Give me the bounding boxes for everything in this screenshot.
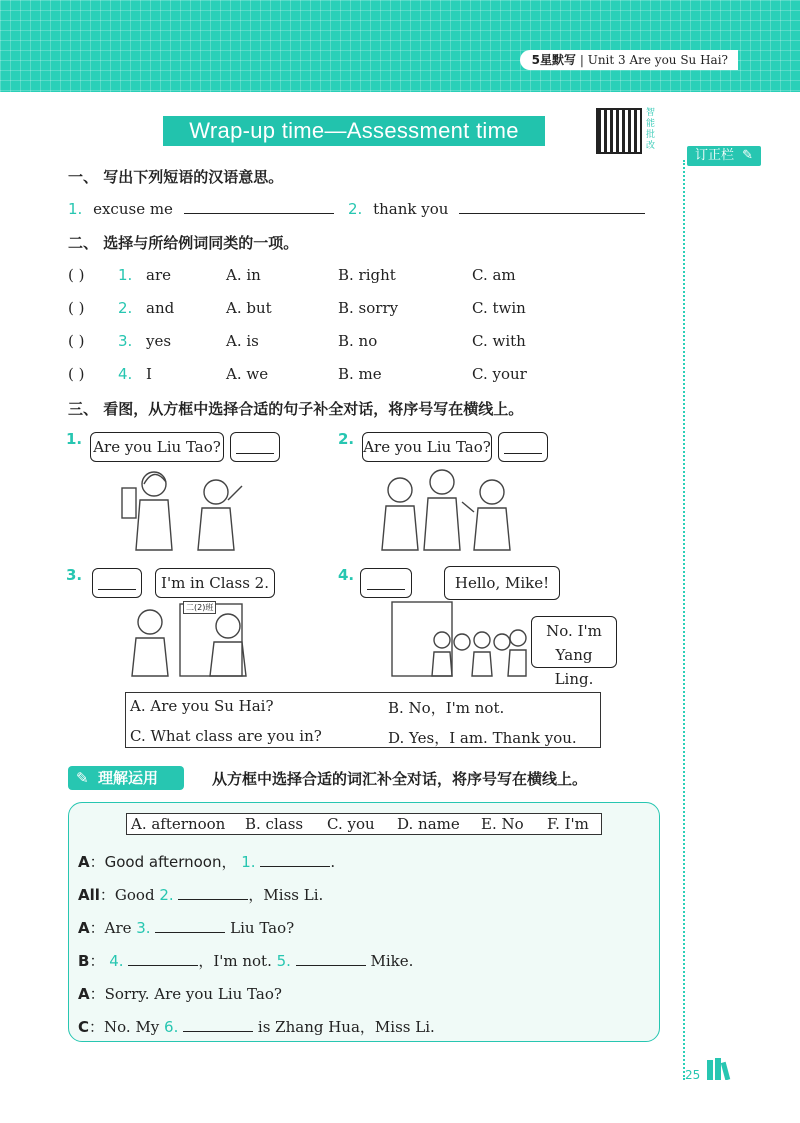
answer-blank[interactable] bbox=[184, 213, 334, 214]
answer-bubble-blank[interactable] bbox=[230, 432, 280, 462]
part4-heading: 从方框中选择合适的词汇补全对话，将序号写在横线上。 bbox=[212, 770, 588, 788]
word-option: C. you bbox=[327, 815, 375, 833]
section-tag-understand bbox=[68, 766, 184, 790]
answer-blank[interactable] bbox=[128, 965, 198, 966]
sentence-option-a: A. Are you Su Hai? bbox=[130, 697, 274, 715]
speaker: A bbox=[78, 919, 90, 937]
answer-blank[interactable] bbox=[296, 965, 366, 966]
word-option: B. class bbox=[245, 815, 304, 833]
dialogue-line-6 bbox=[78, 1016, 435, 1037]
word-option: D. name bbox=[397, 815, 460, 833]
sentence-option-b: B. No，I'm not. bbox=[388, 699, 505, 717]
line-text: ，I'm not. bbox=[198, 952, 272, 970]
part2-heading: 二、 选择与所给例词同类的一项。 bbox=[68, 234, 299, 252]
line-text: . bbox=[330, 853, 336, 871]
row-number: 1. bbox=[118, 266, 133, 284]
dialogue-line-5 bbox=[78, 983, 282, 1004]
line-text: ：Are bbox=[89, 919, 137, 937]
option-b: B. me bbox=[338, 365, 382, 383]
notebook-icon: ✎ bbox=[76, 769, 89, 787]
picture-number: 1. bbox=[66, 430, 83, 448]
answer-blank[interactable] bbox=[183, 1031, 253, 1032]
speaker: A bbox=[78, 853, 90, 871]
answer-blank[interactable] bbox=[260, 866, 330, 867]
picture-number: 2. bbox=[338, 430, 355, 448]
speech-bubble: Hello, Mike! bbox=[444, 566, 560, 600]
page-number: 25 bbox=[685, 1068, 701, 1082]
speech-bubble: Are you Liu Tao? bbox=[362, 432, 492, 462]
word-option: A. afternoon bbox=[131, 815, 226, 833]
item-number: 1. bbox=[68, 200, 83, 218]
speech-bubble: I'm in Class 2. bbox=[155, 568, 275, 598]
example-word: yes bbox=[146, 332, 172, 350]
sentence-option-c: C. What class are you in? bbox=[130, 727, 322, 745]
line-text: ：Good bbox=[99, 886, 160, 904]
item-text: excuse me bbox=[93, 200, 173, 218]
line-text: Liu Tao? bbox=[225, 919, 295, 937]
line-text: Mike. bbox=[365, 952, 414, 970]
line-text: ：Sorry. Are you Liu Tao? bbox=[89, 985, 282, 1003]
word-bank-box bbox=[126, 813, 602, 835]
example-word: I bbox=[146, 365, 152, 383]
word-option: E. No bbox=[481, 815, 524, 833]
row-number: 2. bbox=[118, 299, 133, 317]
option-a: A. but bbox=[226, 299, 272, 317]
item-text: thank you bbox=[373, 200, 449, 218]
speaker: A bbox=[78, 985, 90, 1003]
line-text: is Zhang Hua，Miss Li. bbox=[253, 1018, 435, 1036]
option-a: A. in bbox=[226, 266, 261, 284]
correction-label: 订正栏 bbox=[695, 148, 735, 163]
correction-column-divider bbox=[683, 160, 685, 1080]
section-title-banner: Wrap-up time—Assessment time bbox=[163, 116, 545, 146]
option-a: A. we bbox=[226, 365, 269, 383]
example-word: are bbox=[146, 266, 171, 284]
blank-number: 2. bbox=[159, 886, 174, 904]
line-text: ：Good afternoon， bbox=[89, 853, 237, 871]
word-option: F. I'm bbox=[547, 815, 589, 833]
answer-paren[interactable]: ( ) bbox=[68, 299, 85, 317]
speaker: All bbox=[78, 886, 100, 904]
option-c: C. with bbox=[472, 332, 526, 350]
option-c: C. twin bbox=[472, 299, 526, 317]
option-c: C. your bbox=[472, 365, 527, 383]
correction-column-tab bbox=[687, 146, 761, 166]
dialogue-line-3 bbox=[78, 917, 294, 938]
option-b: B. right bbox=[338, 266, 396, 284]
unit-header-tag bbox=[520, 50, 738, 70]
header-tag-bold: 5星默写 bbox=[531, 53, 577, 67]
answer-paren[interactable]: ( ) bbox=[68, 332, 85, 350]
item-number: 2. bbox=[348, 200, 363, 218]
speaker: C bbox=[78, 1018, 90, 1036]
pencil-icon: ✎ bbox=[742, 148, 754, 163]
option-b: B. sorry bbox=[338, 299, 399, 317]
top-header-band bbox=[0, 0, 800, 92]
header-tag-unit: | Unit 3 Are you Su Hai? bbox=[579, 53, 728, 67]
picture-number: 4. bbox=[338, 566, 355, 584]
speech-bubble-yang-ling: No. I'm Yang Ling. bbox=[531, 616, 617, 668]
dialogue-line-1 bbox=[78, 851, 335, 872]
answer-blank[interactable] bbox=[155, 932, 225, 933]
dialogue-line-4 bbox=[78, 950, 413, 971]
blank-number: 1. bbox=[241, 853, 256, 871]
row-number: 4. bbox=[118, 365, 133, 383]
blank-number: 4. bbox=[109, 952, 124, 970]
section-tag-label: 理解运用 bbox=[98, 769, 159, 787]
row-number: 3. bbox=[118, 332, 133, 350]
part1-item-1 bbox=[68, 200, 334, 218]
part1-heading: 一、 写出下列短语的汉语意思。 bbox=[68, 168, 284, 186]
answer-bubble-blank[interactable] bbox=[498, 432, 548, 462]
door-sign: 二(2)班 bbox=[183, 601, 216, 614]
illustration-two-kids bbox=[118, 466, 248, 552]
answer-bubble-blank[interactable] bbox=[360, 568, 412, 598]
sentence-options-box bbox=[125, 692, 601, 748]
picture-number: 3. bbox=[66, 566, 83, 584]
answer-blank[interactable] bbox=[459, 213, 645, 214]
line-text: ，Miss Li. bbox=[248, 886, 324, 904]
illustration-class-group bbox=[390, 600, 528, 678]
part1-item-2 bbox=[348, 200, 645, 218]
blank-number: 5. bbox=[276, 952, 291, 970]
sentence-option-d: D. Yes，I am. Thank you. bbox=[388, 729, 577, 747]
example-word: and bbox=[146, 299, 175, 317]
answer-bubble-blank[interactable] bbox=[92, 568, 142, 598]
speech-bubble: Are you Liu Tao? bbox=[90, 432, 224, 462]
qr-code-icon[interactable] bbox=[596, 108, 642, 154]
answer-paren[interactable]: ( ) bbox=[68, 365, 85, 383]
illustration-three-kids bbox=[378, 466, 528, 552]
blank-number: 6. bbox=[164, 1018, 179, 1036]
option-c: C. am bbox=[472, 266, 516, 284]
option-a: A. is bbox=[226, 332, 259, 350]
books-icon bbox=[706, 1058, 736, 1080]
dialogue-line-2 bbox=[78, 884, 323, 905]
line-text: ： bbox=[89, 952, 105, 970]
qr-label: 智能批改 bbox=[646, 108, 656, 151]
line-text: ：No. My bbox=[89, 1018, 165, 1036]
answer-paren[interactable]: ( ) bbox=[68, 266, 85, 284]
blank-number: 3. bbox=[136, 919, 151, 937]
option-b: B. no bbox=[338, 332, 378, 350]
answer-blank[interactable] bbox=[178, 899, 248, 900]
part3-heading: 三、 看图，从方框中选择合适的句子补全对话，将序号写在横线上。 bbox=[68, 400, 524, 418]
speaker: B bbox=[78, 952, 90, 970]
